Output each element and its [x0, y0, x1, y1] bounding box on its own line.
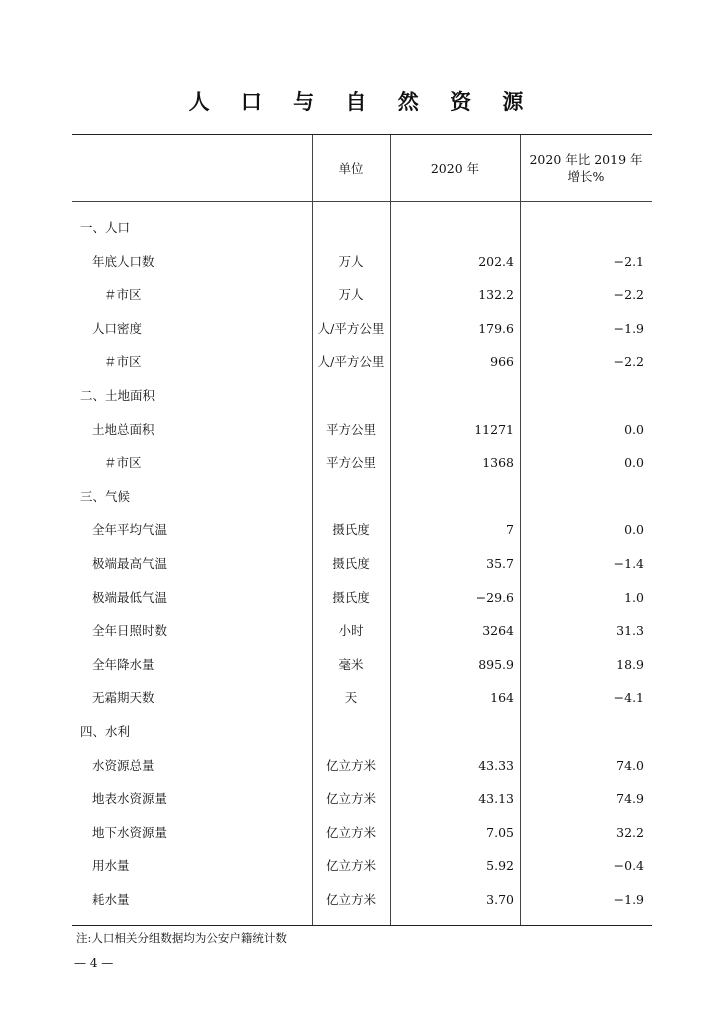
row-value-2020: [390, 379, 514, 413]
table-row: [72, 312, 652, 346]
row-label: ＃市区: [104, 287, 142, 303]
table-row: [72, 245, 652, 279]
row-label: ＃市区: [104, 455, 142, 471]
row-value-2020: [390, 480, 514, 514]
row-growth: [520, 211, 644, 245]
table-row: [72, 413, 652, 447]
header-year: 2020 年: [430, 160, 480, 176]
row-growth: −1.9: [613, 891, 644, 907]
row-growth: 0.0: [624, 522, 644, 538]
table-row: [72, 782, 652, 816]
table-row: [72, 715, 652, 749]
row-label: 全年日照时数: [92, 623, 168, 639]
row-unit: 天: [344, 690, 358, 706]
row-growth: 32.2: [616, 824, 644, 840]
row-label: 水资源总量: [92, 757, 155, 773]
row-growth: −4.1: [613, 690, 644, 706]
row-label: 地下水资源量: [92, 824, 168, 840]
row-value-2020: 164: [490, 690, 514, 706]
table-row: [72, 581, 652, 615]
row-value-2020: 43.33: [478, 757, 514, 773]
row-growth: −2.1: [613, 253, 644, 269]
row-unit: 万人: [338, 253, 364, 269]
row-label: 人口密度: [92, 320, 143, 336]
row-unit: 小时: [338, 623, 364, 639]
row-growth: −1.4: [613, 555, 644, 571]
table-row: [72, 681, 652, 715]
row-label: 无霜期天数: [92, 690, 155, 706]
row-unit: 万人: [338, 287, 364, 303]
row-value-2020: 3264: [482, 623, 514, 639]
row-label: 一、人口: [80, 220, 131, 235]
row-label: 土地总面积: [92, 421, 155, 437]
row-unit: 摄氏度: [332, 522, 370, 538]
row-value-2020: 35.7: [486, 555, 514, 571]
row-growth: 74.9: [616, 791, 644, 807]
row-unit: 平方公里: [325, 455, 376, 471]
table-row: [72, 749, 652, 783]
row-unit: 亿立方米: [325, 757, 376, 773]
row-unit: 摄氏度: [332, 589, 370, 605]
row-growth: 0.0: [624, 421, 644, 437]
header-divider: [72, 201, 652, 202]
row-value-2020: 7: [506, 522, 514, 538]
row-unit: 毫米: [338, 656, 364, 672]
row-label: 三、气候: [80, 488, 131, 504]
row-unit: 平方公里: [325, 421, 376, 437]
header-growth-line2: 增长%: [567, 169, 605, 184]
header-growth: [520, 135, 652, 201]
table-row: [72, 648, 652, 682]
row-growth: [520, 379, 644, 413]
row-value-2020: [390, 715, 514, 749]
row-label: 耗水量: [92, 891, 130, 907]
row-label: 地表水资源量: [92, 791, 168, 807]
row-label: 四、水利: [80, 723, 131, 739]
row-growth: −2.2: [613, 287, 644, 303]
row-value-2020: 11271: [474, 421, 514, 437]
header-growth-line1: 2020 年比 2019 年: [529, 152, 643, 167]
row-value-2020: 43.13: [478, 791, 514, 807]
row-label: 全年降水量: [92, 656, 155, 672]
table-row: [72, 345, 652, 379]
row-label: ＃市区: [104, 354, 142, 370]
table-row: [72, 849, 652, 883]
row-value-2020: 5.92: [486, 858, 514, 874]
row-label: 年底人口数: [92, 253, 155, 269]
row-growth: 0.0: [624, 455, 644, 471]
table-row: [72, 480, 652, 514]
footnote: 注:人口相关分组数据均为公安户籍统计数: [76, 931, 287, 945]
row-unit: [312, 715, 390, 749]
table-body: [72, 211, 652, 916]
row-unit: 亿立方米: [325, 858, 376, 874]
page-number: — 4 —: [74, 956, 114, 970]
table-row: [72, 883, 652, 917]
table-row: [72, 211, 652, 245]
row-unit: 亿立方米: [325, 891, 376, 907]
page-title: 人 口 与 自 然 资 源: [188, 89, 536, 114]
data-table: [72, 134, 652, 926]
table-row: [72, 446, 652, 480]
row-growth: 74.0: [616, 757, 644, 773]
row-growth: 31.3: [616, 623, 644, 639]
row-value-2020: 1368: [482, 455, 514, 471]
row-growth: −0.4: [613, 858, 644, 874]
row-unit: 摄氏度: [332, 555, 370, 571]
row-unit: [312, 211, 390, 245]
row-value-2020: 966: [490, 354, 514, 370]
row-value-2020: 895.9: [478, 656, 514, 672]
row-unit: [312, 480, 390, 514]
row-value-2020: 179.6: [478, 320, 514, 336]
row-label: 二、土地面积: [80, 387, 156, 403]
row-unit: 人/平方公里: [317, 354, 385, 370]
header-unit: 单位: [338, 160, 364, 176]
row-value-2020: 7.05: [486, 824, 514, 840]
table-row: [72, 379, 652, 413]
row-growth: 18.9: [616, 656, 644, 672]
row-value-2020: 132.2: [478, 287, 514, 303]
row-value-2020: 202.4: [478, 253, 514, 269]
table-row: [72, 513, 652, 547]
row-label: 用水量: [92, 858, 130, 874]
row-label: 全年平均气温: [92, 522, 168, 538]
row-growth: −2.2: [613, 354, 644, 370]
table-row: [72, 547, 652, 581]
row-value-2020: −29.6: [475, 589, 514, 605]
row-growth: [520, 715, 644, 749]
row-label: 极端最低气温: [92, 589, 168, 605]
row-unit: 亿立方米: [325, 791, 376, 807]
table-row: [72, 816, 652, 850]
table-row: [72, 614, 652, 648]
row-unit: [312, 379, 390, 413]
row-growth: [520, 480, 644, 514]
row-unit: 亿立方米: [325, 824, 376, 840]
row-growth: 1.0: [624, 589, 644, 605]
row-value-2020: [390, 211, 514, 245]
row-unit: 人/平方公里: [317, 320, 385, 336]
table-row: [72, 278, 652, 312]
row-value-2020: 3.70: [486, 891, 514, 907]
row-growth: −1.9: [613, 320, 644, 336]
row-label: 极端最高气温: [92, 555, 168, 571]
